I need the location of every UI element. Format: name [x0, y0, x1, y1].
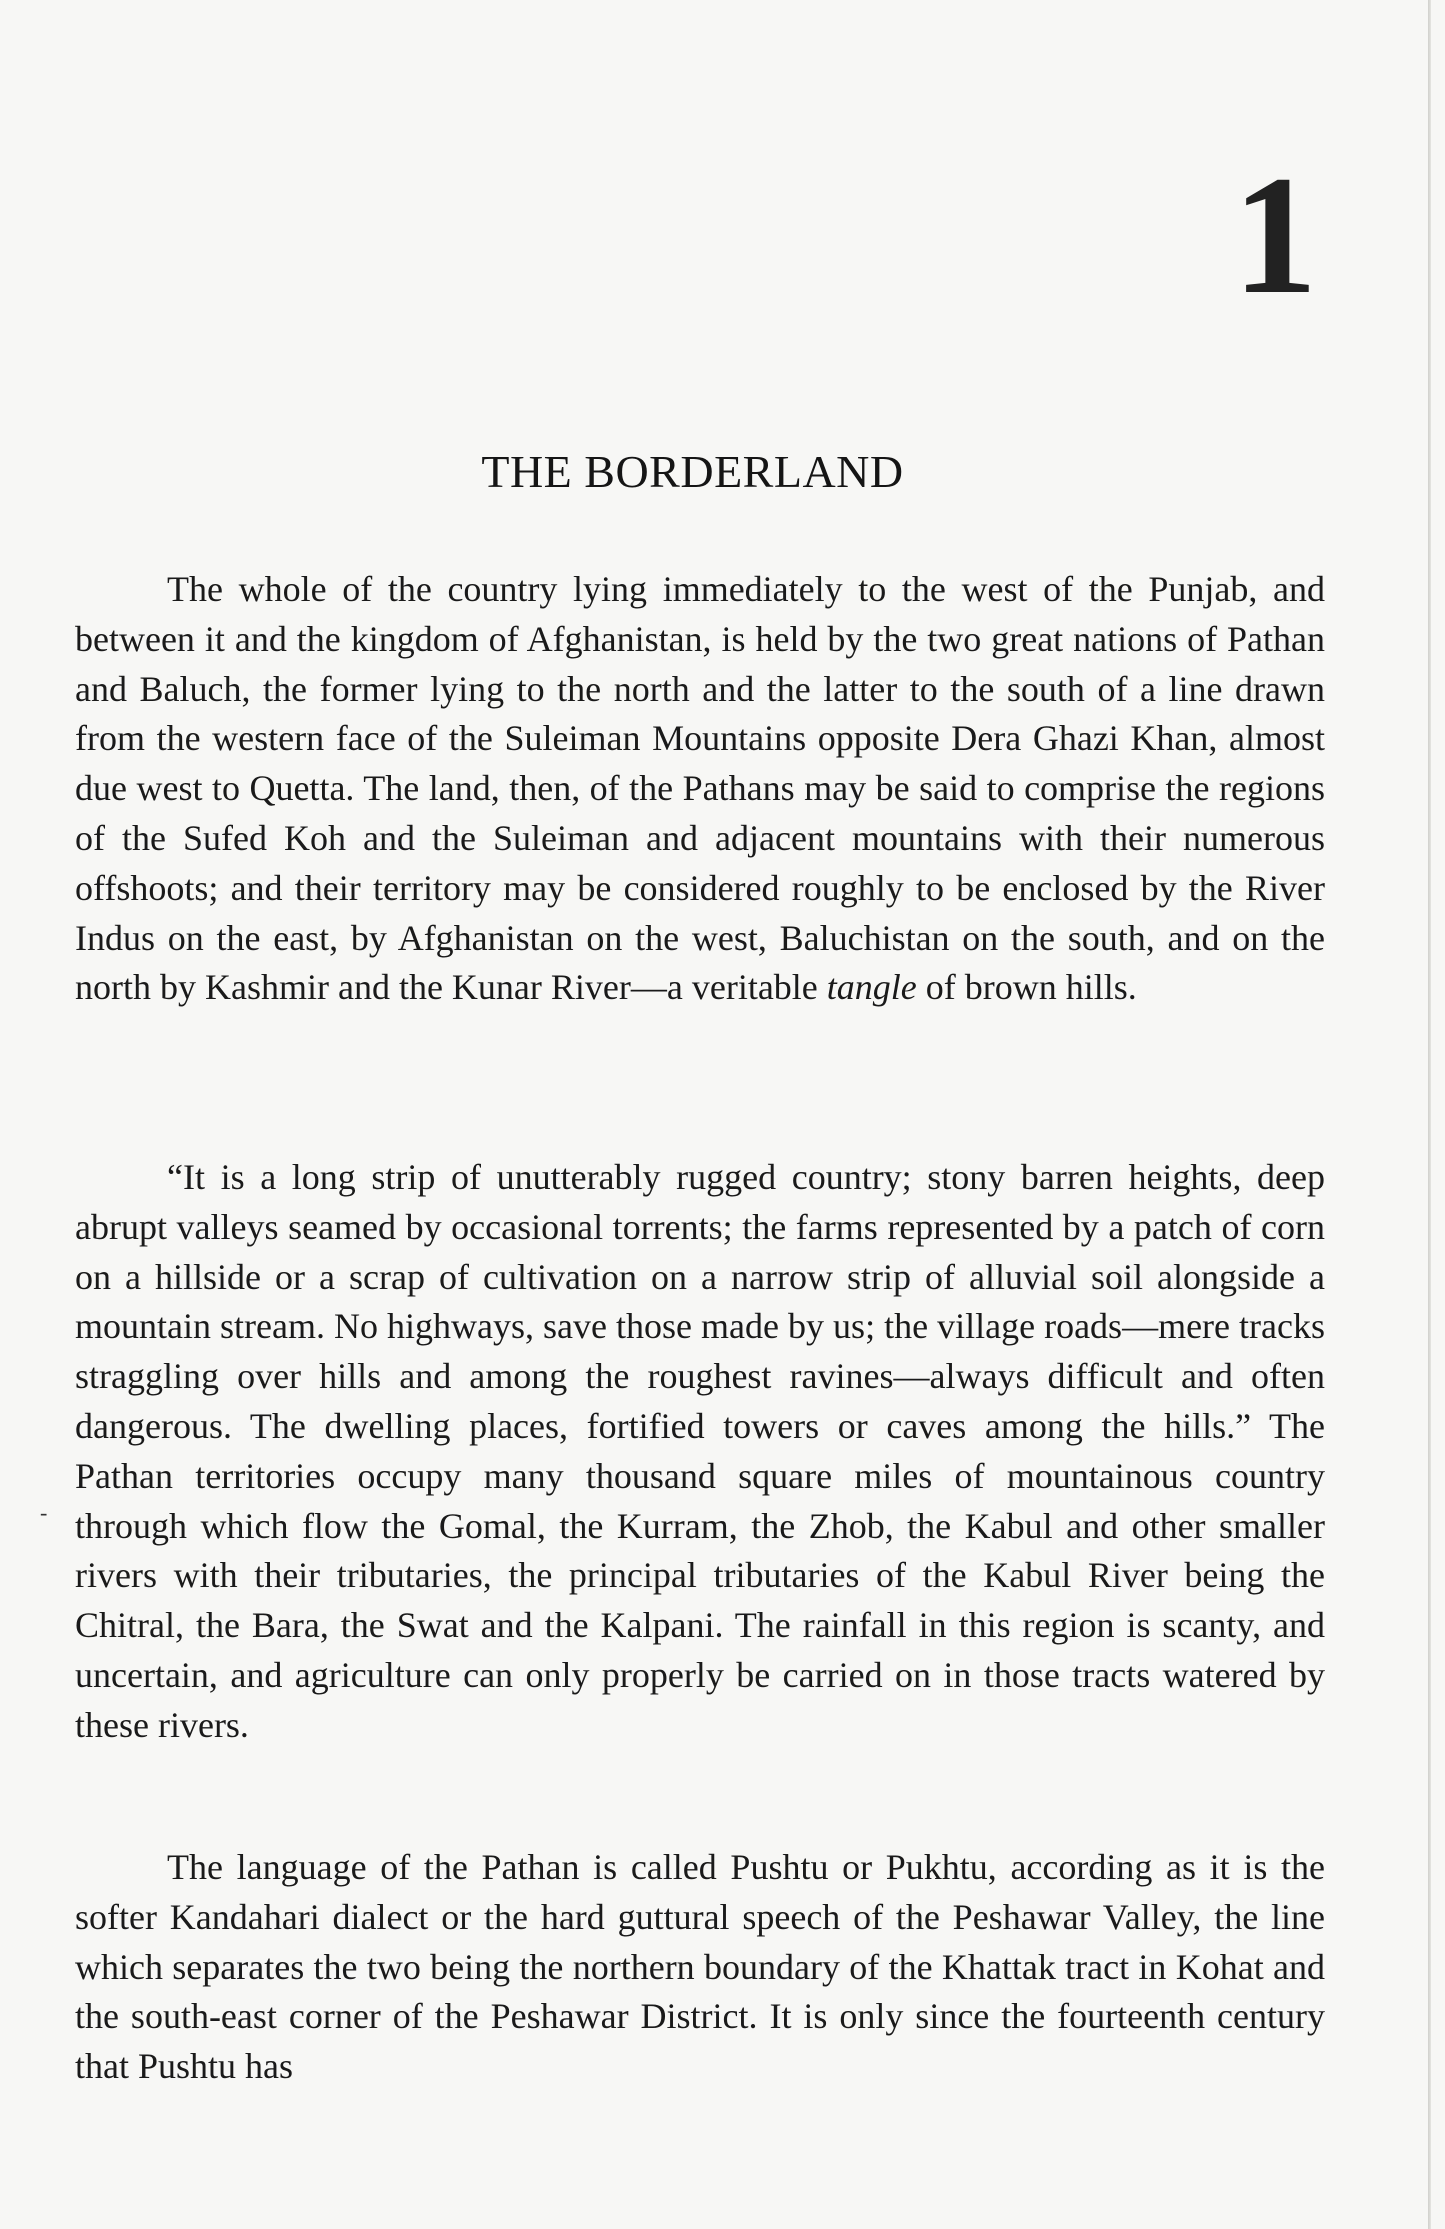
paragraph-2: “It is a long strip of unutterably rugged country; stony barren heights, deep abrupt valleys seamed by occasional torrents; the farms represented by a patch of corn on a hillside or a scrap of cultivation on a narrow strip of alluvial soil alongside a mountain stream. No highways, save those made by us; the village roads—mere tracks straggling over hills and among the roughest ravines—always difficult and often dangerous. The dwelling places, fortified towers or caves among the hills.” The Pathan territories occupy many thousand square miles of mountainous country through which flow the Gomal, the Kurram, the Zhob, the Kabul and other smaller rivers with their tributaries, the principal tributaries of the Kabul River being the Chitral, the Bara, the Swat and the Kalpani. The rainfall in this region is scanty, and uncertain, and agriculture can only properly be carried on in those tracts watered by these rivers.	[75, 1157, 1325, 1745]
paragraph-3: The language of the Pathan is called Pushtu or Pukhtu, according as it is the softer Kandahari dialect or the hard guttural speech of the Peshawar Valley, the line which separates the two being the northern boundary of the Khattak tract in Kohat and the south-east corner of the Peshawar District. It is only since the fourteenth century that Pushtu has	[75, 1847, 1325, 2087]
scan-edge-shadow	[1428, 0, 1431, 2229]
paragraph-1-text-a: The whole of the country lying immediately to the west of the Punjab, and between it and the kingdom of Afghanistan, is held by the two great nations of Pathan and Baluch, the former lying to the north and the latter to the south of a line drawn from the western face of the Suleiman Mountains opposite Dera Ghazi Khan, almost due west to Quetta. The land, then, of the Pathans may be said to comprise the regions of the Sufed Koh and the Suleiman and adjacent mountains with their numerous offshoots; and their territory may be considered roughly to be enclosed by the River Indus on the east, by Afghanistan on the west, Baluchistan on the south, and on the north by Kashmir and the Kunar River—a veritable	[75, 569, 1325, 1008]
margin-dash-mark: -	[40, 1500, 48, 1525]
paragraph-1-text-b: of brown hills.	[916, 967, 1137, 1008]
paragraph-1-italic-word: tangle	[826, 967, 917, 1008]
chapter-title: THE BORDERLAND	[481, 446, 904, 497]
paragraph-1	[75, 565, 1325, 1013]
chapter-number: 1	[1232, 141, 1318, 329]
